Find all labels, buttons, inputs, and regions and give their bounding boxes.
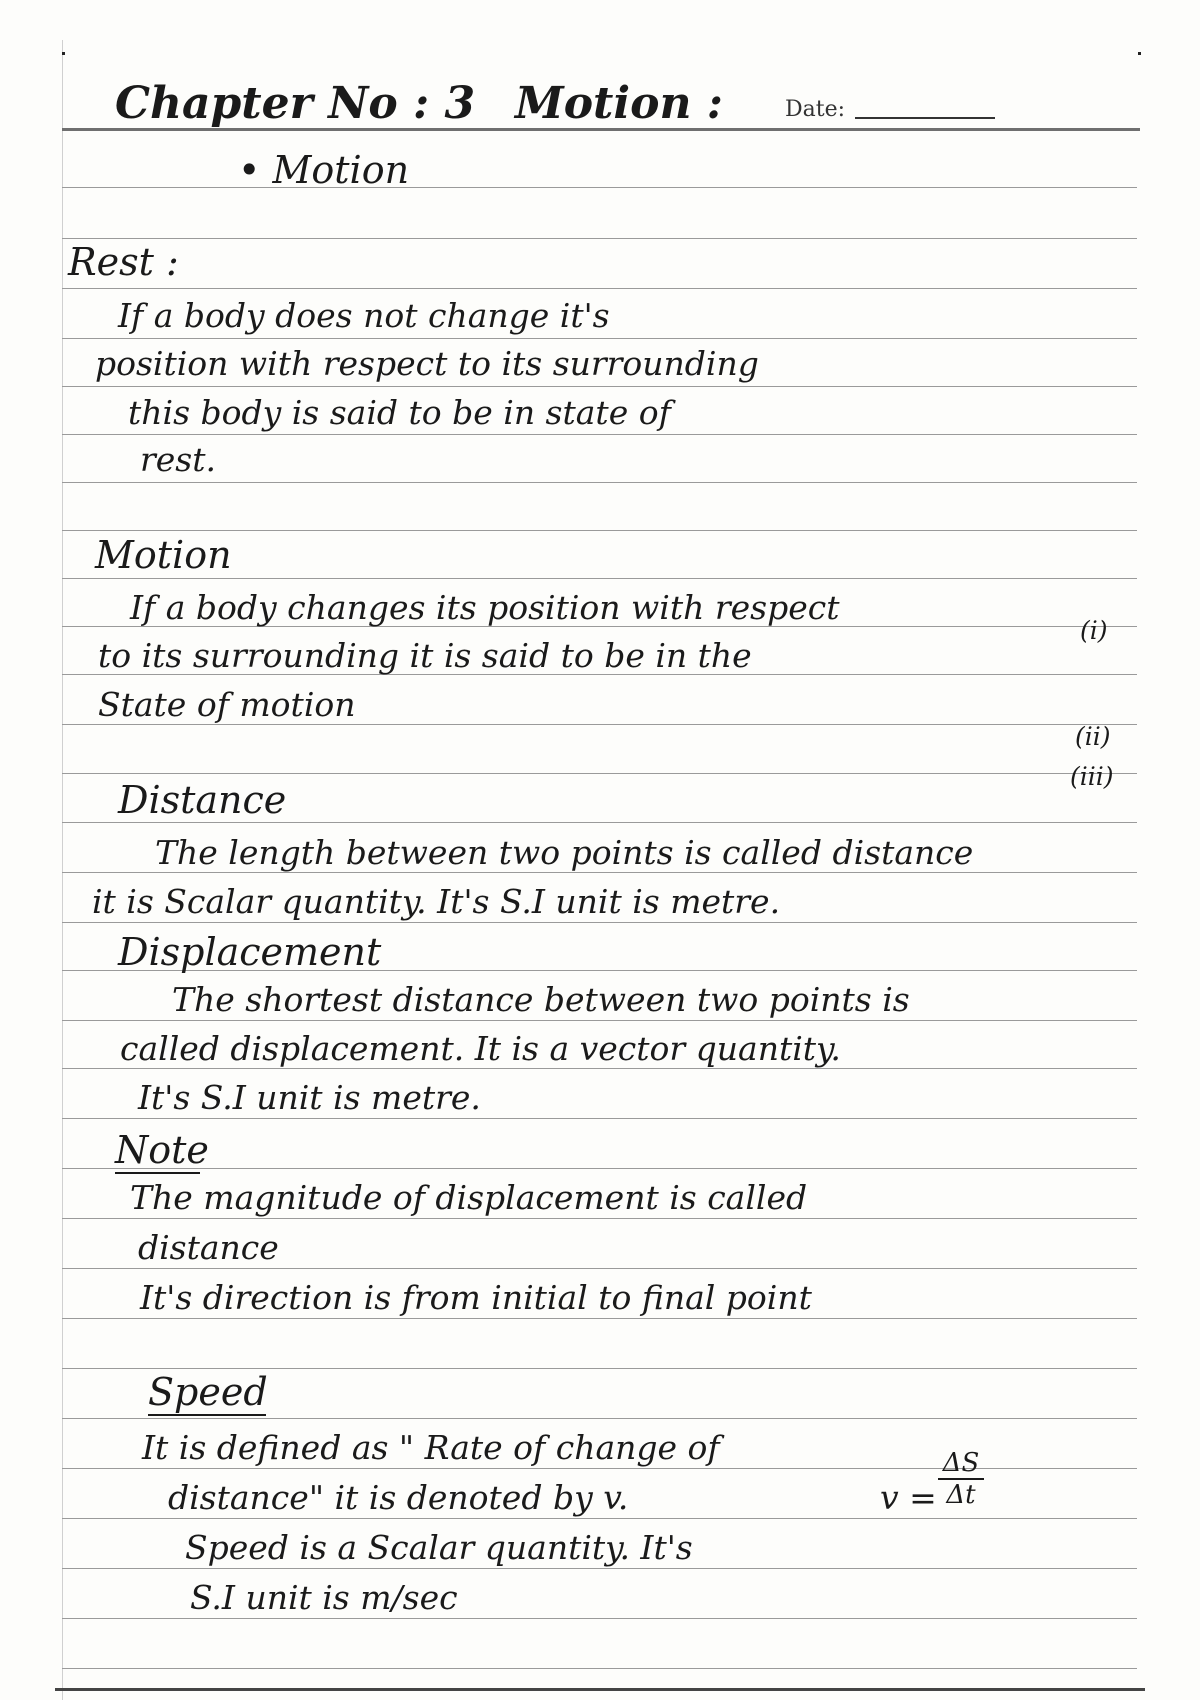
- displacement-heading: Displacement: [118, 930, 382, 974]
- motion-line: to its surrounding it is said to be in the: [98, 636, 752, 675]
- displacement-line: The shortest distance between two points is: [172, 980, 910, 1019]
- displacement-line: It's S.I unit is metre.: [138, 1078, 481, 1117]
- ruled-line: [62, 1118, 1137, 1119]
- ruled-line: [62, 1318, 1137, 1319]
- ruled-line: [62, 1068, 1137, 1069]
- speed-line: S.I unit is m/sec: [190, 1578, 458, 1617]
- ruled-line: [62, 822, 1137, 823]
- ruled-line: [62, 724, 1137, 725]
- ruled-line: [62, 1368, 1137, 1369]
- rest-line: position with respect to its surrounding: [95, 344, 759, 383]
- ruled-line: [62, 482, 1137, 483]
- displacement-line: called displacement. It is a vector quantity.: [120, 1029, 841, 1068]
- speed-line: It is defined as " Rate of change of: [142, 1428, 720, 1467]
- ruled-line: [62, 1568, 1137, 1569]
- speed-heading: Speed: [148, 1370, 268, 1414]
- speed-line: Speed is a Scalar quantity. It's: [185, 1528, 693, 1567]
- ruled-line: [62, 578, 1137, 579]
- chapter-title: Motion :: [515, 78, 723, 129]
- ruled-line: [62, 1268, 1137, 1269]
- note-line: distance: [138, 1228, 279, 1267]
- ruled-line: [62, 434, 1137, 435]
- page-bottom-edge: [55, 1688, 1145, 1691]
- formula-numerator: ΔS: [938, 1448, 984, 1480]
- motion-line: If a body changes its position with respect: [130, 588, 840, 627]
- edge-mark-right: [1138, 52, 1141, 55]
- speed-formula-fraction: [938, 1448, 984, 1510]
- motion-margin-mark: (ii): [1075, 722, 1111, 751]
- ruled-line: [62, 288, 1137, 289]
- motion-margin-mark: (iii): [1070, 762, 1114, 791]
- date-label: Date:: [785, 97, 846, 122]
- rest-line: rest.: [140, 440, 216, 479]
- page-margin: [62, 40, 63, 1700]
- speed-underline: [148, 1414, 266, 1416]
- date-blank-line: [855, 117, 995, 119]
- ruled-line: [62, 1218, 1137, 1219]
- distance-line: The length between two points is called distance: [155, 833, 974, 872]
- ruled-line: [62, 1618, 1137, 1619]
- ruled-line: [62, 386, 1137, 387]
- ruled-line: [62, 338, 1137, 339]
- distance-line: it is Scalar quantity. It's S.I unit is metre.: [92, 882, 781, 921]
- speed-formula-lhs: v =: [880, 1478, 937, 1517]
- rest-line: this body is said to be in state of: [128, 393, 671, 432]
- motion-heading: Motion: [95, 533, 232, 577]
- rest-heading: Rest :: [68, 240, 179, 284]
- motion-margin-mark: (i): [1080, 616, 1108, 645]
- distance-heading: Distance: [118, 778, 287, 822]
- chapter-label: Chapter No : 3: [115, 78, 476, 129]
- formula-denominator: Δt: [946, 1480, 976, 1510]
- ruled-line: [62, 238, 1137, 239]
- ruled-line: [62, 1418, 1137, 1419]
- note-underline: [115, 1172, 200, 1174]
- ruled-line: [62, 872, 1137, 873]
- note-heading: Note: [115, 1128, 209, 1172]
- ruled-line: [62, 530, 1137, 531]
- ruled-line: [62, 1668, 1137, 1669]
- ruled-line: [62, 1168, 1137, 1169]
- ruled-line: [62, 773, 1137, 774]
- subtitle-motion: • Motion: [238, 148, 410, 192]
- note-line: The magnitude of displacement is called: [130, 1178, 808, 1217]
- ruled-line: [62, 922, 1137, 923]
- ruled-line: [62, 1020, 1137, 1021]
- speed-line: distance" it is denoted by v.: [168, 1478, 629, 1517]
- edge-mark-left: [62, 52, 65, 55]
- ruled-line: [62, 1518, 1137, 1519]
- note-line: It's direction is from initial to final point: [140, 1278, 812, 1317]
- motion-line: State of motion: [98, 685, 356, 724]
- ruled-line: [62, 187, 1137, 188]
- rest-line: If a body does not change it's: [118, 296, 610, 335]
